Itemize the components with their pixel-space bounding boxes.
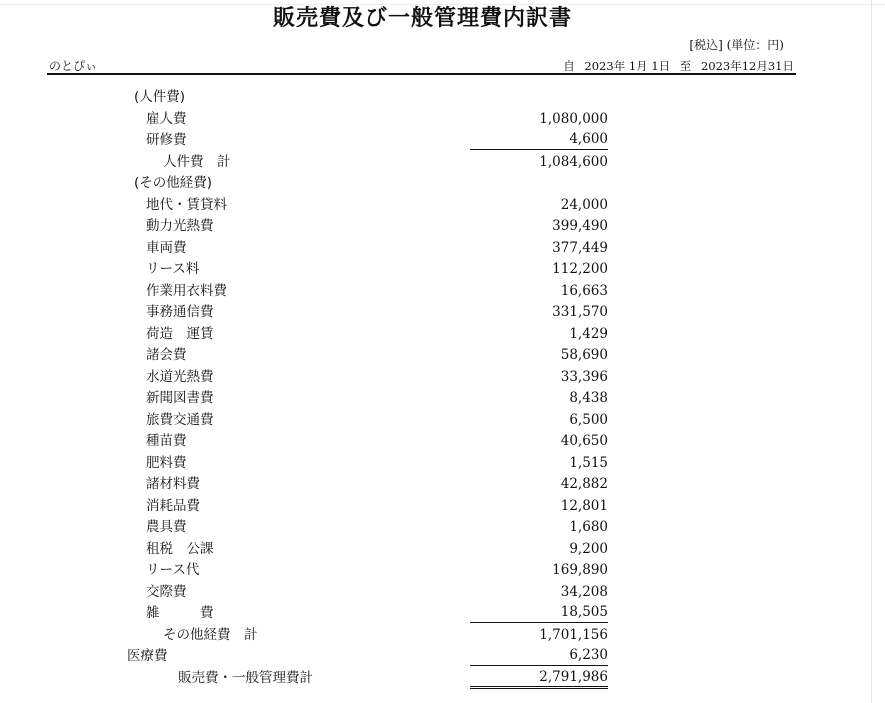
row-amount: 6,230 [470, 646, 608, 666]
row-amount: 2,791,986 [470, 668, 608, 689]
row-amount: 4,600 [470, 130, 608, 150]
row-amount: 112,200 [552, 261, 608, 277]
subtotal-row [0, 151, 885, 173]
table-row [0, 86, 885, 108]
row-label: 肥料費 [146, 454, 187, 471]
row-amount: 12,801 [560, 497, 608, 514]
period-to: 2023年12月31日 [700, 59, 794, 73]
row-label: 租税 公課 [146, 540, 214, 557]
row-label: 人件費 計 [163, 153, 231, 170]
row-label: 作業用衣料費 [146, 282, 227, 299]
row-amount: 8,438 [569, 390, 608, 406]
table-row [0, 495, 885, 517]
row-label: 医療費 [127, 648, 168, 664]
row-amount: 1,429 [569, 325, 608, 342]
table-row [0, 237, 885, 259]
table-row [0, 387, 885, 409]
row-label: 車両費 [146, 239, 187, 256]
table-row [0, 430, 885, 452]
row-label: 販売費・一般管理費計 [178, 669, 313, 686]
row-amount: 58,690 [560, 347, 608, 363]
table-row [0, 516, 885, 538]
row-amount: 16,663 [560, 282, 608, 299]
row-label: (その他経費) [134, 175, 213, 191]
document-title: 販売費及び一般管理費内訳書 [272, 6, 572, 31]
period-from-label: 自 [563, 59, 575, 73]
row-label: リース代 [146, 562, 200, 578]
row-label: 交際費 [146, 583, 187, 600]
row-amount: 399,490 [552, 218, 608, 234]
row-label: 荷造 運賃 [146, 325, 214, 342]
row-label: (人件費) [134, 89, 186, 105]
period-from: 2023年 1月 1日 [584, 59, 671, 73]
row-label: 種苗費 [146, 433, 187, 449]
row-amount: 42,882 [560, 476, 608, 492]
table-row [0, 602, 885, 624]
table-row [0, 301, 885, 323]
table-row [0, 323, 885, 345]
table-row [0, 258, 885, 280]
row-amount: 1,080,000 [539, 110, 608, 127]
period-to-label: 至 [679, 59, 692, 73]
row-label: 地代・賃貸料 [146, 196, 227, 213]
row-amount: 24,000 [560, 196, 608, 213]
row-label: 諸材料費 [146, 476, 200, 492]
table-row [0, 344, 885, 366]
table-row [0, 645, 885, 667]
row-label: 水道光熱費 [146, 368, 214, 385]
expense-table [0, 86, 885, 688]
unit-note [540, 38, 784, 52]
row-amount: 1,515 [569, 454, 608, 471]
table-row [0, 366, 885, 388]
fiscal-period [470, 59, 794, 73]
table-row [0, 559, 885, 581]
company-name: のとぴぃ [49, 59, 98, 73]
row-amount: 377,449 [552, 239, 608, 256]
table-row [0, 215, 885, 237]
grand-total-row [0, 667, 885, 689]
subtotal-row [0, 624, 885, 646]
row-label: 雇人費 [146, 110, 187, 127]
table-row [0, 129, 885, 151]
row-label: その他経費 計 [163, 626, 258, 643]
table-row [0, 473, 885, 495]
table-row [0, 538, 885, 560]
row-label: リース料 [146, 261, 200, 277]
row-amount: 33,396 [560, 368, 608, 385]
row-amount: 40,650 [560, 433, 608, 449]
row-label: 雑 費 [146, 605, 214, 621]
row-label: 消耗品費 [146, 497, 200, 514]
table-row [0, 280, 885, 302]
table-row [0, 194, 885, 216]
row-label: 農具費 [146, 519, 187, 535]
unit-label: (単位：円) [726, 38, 784, 52]
row-label: 事務通信費 [146, 304, 214, 320]
row-label: 動力光熱費 [146, 218, 214, 234]
table-row [0, 452, 885, 474]
row-amount: 1,701,156 [539, 626, 608, 643]
table-row [0, 172, 885, 194]
row-label: 新聞図書費 [146, 390, 214, 406]
row-amount: 169,890 [552, 562, 608, 578]
row-label: 諸会費 [146, 347, 187, 363]
table-row [0, 108, 885, 130]
row-amount: 1,680 [569, 519, 608, 535]
row-amount: 9,200 [569, 540, 608, 557]
table-row [0, 581, 885, 603]
row-amount: 34,208 [560, 583, 608, 600]
tax-note: [税込] [689, 38, 723, 52]
row-amount: 1,084,600 [539, 153, 608, 170]
row-amount: 331,570 [552, 304, 608, 320]
row-amount: 6,500 [569, 411, 608, 428]
row-label: 旅費交通費 [146, 411, 214, 428]
row-amount: 18,505 [470, 603, 608, 623]
table-row [0, 409, 885, 431]
header-rule [47, 73, 796, 75]
row-label: 研修費 [146, 132, 187, 148]
